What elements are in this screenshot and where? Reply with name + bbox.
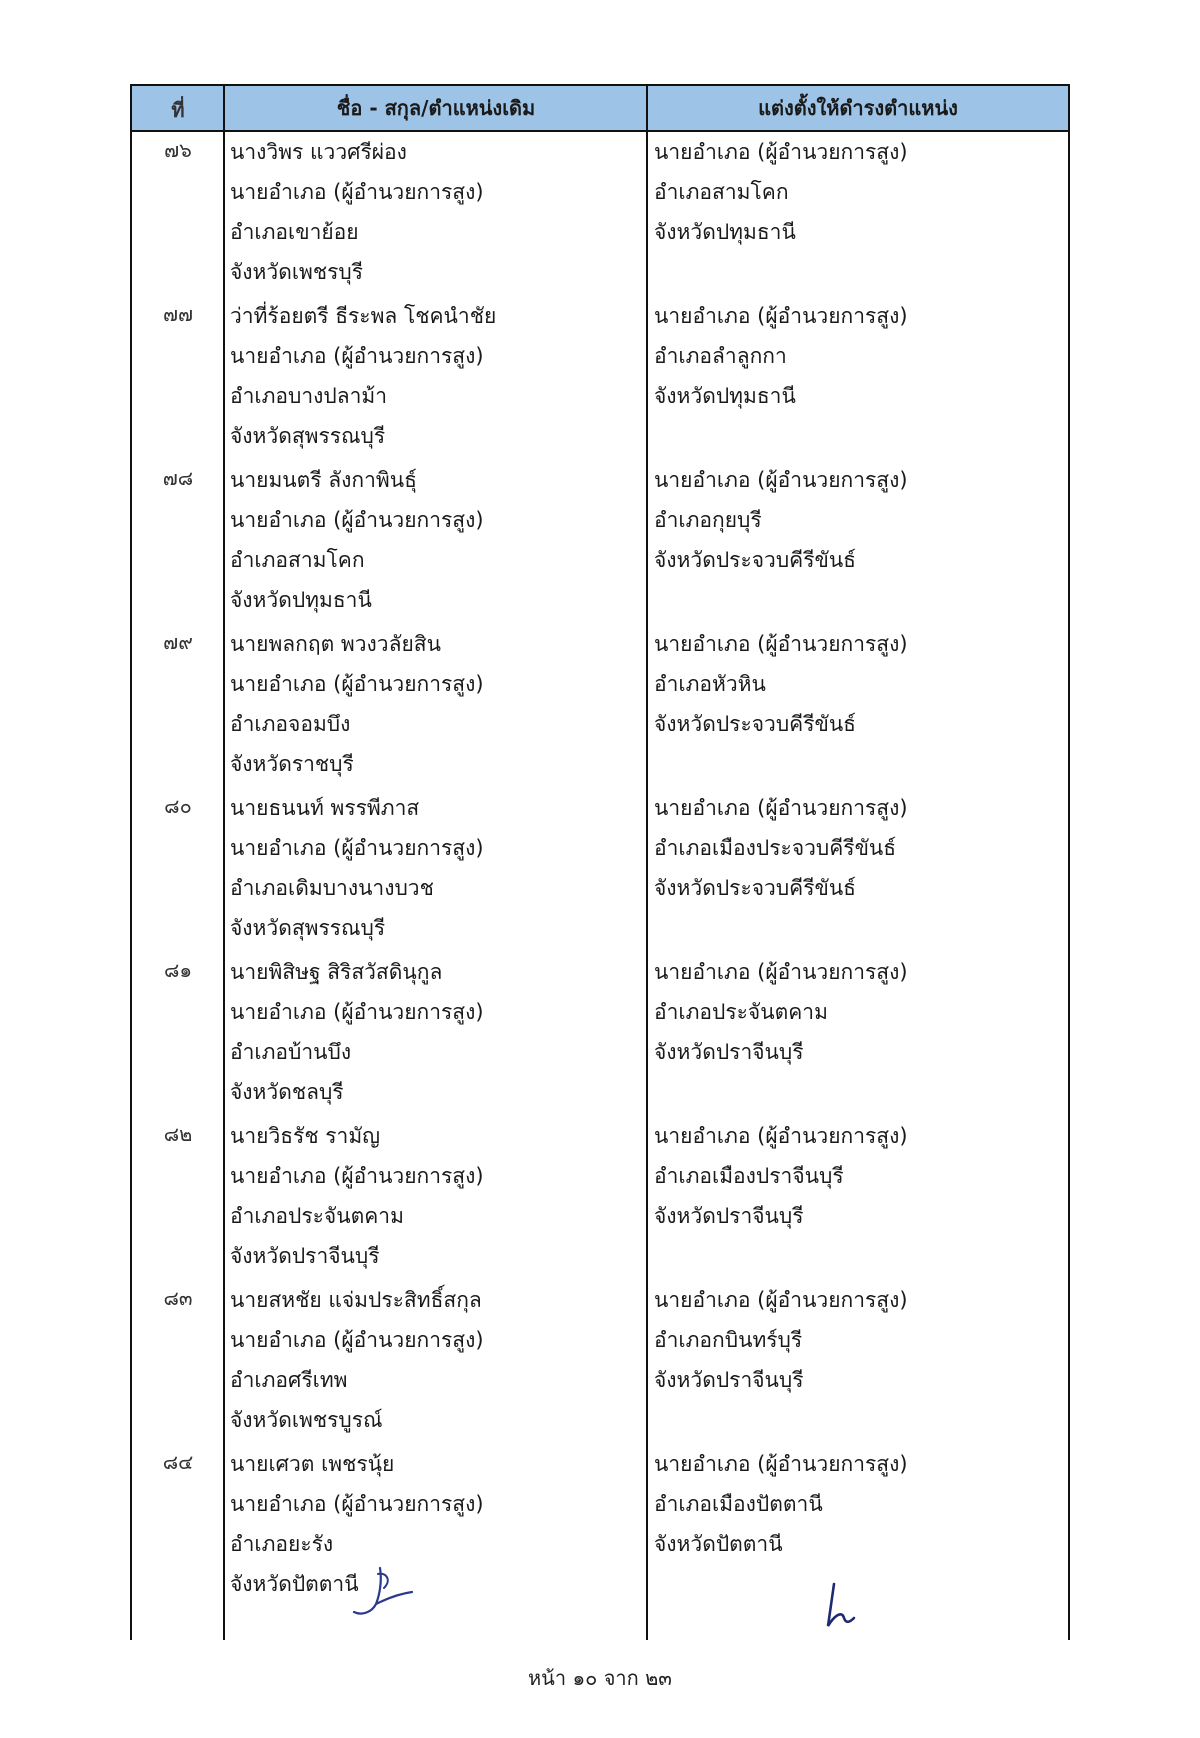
- header-new-position: แต่งตั้งให้ดำรงตำแหน่ง: [758, 96, 958, 120]
- current-position-line: นายมนตรี ลังกาพินธุ์: [230, 468, 417, 492]
- current-position-line: นายพิสิษฐ สิริสวัสดินุกูล: [230, 960, 443, 984]
- current-position-line: อำเภอบางปลาม้า: [230, 384, 388, 408]
- appointed-position-line: นายอำเภอ (ผู้อำนวยการสูง): [654, 1452, 908, 1476]
- appointed-position-cell: [654, 952, 1064, 1072]
- appointed-position-line: จังหวัดประจวบคีรีขันธ์: [654, 548, 857, 572]
- current-position-cell: [230, 296, 642, 456]
- appointed-position-line: จังหวัดปัตตานี: [654, 1532, 783, 1556]
- current-position-line: นายอำเภอ (ผู้อำนวยการสูง): [230, 344, 484, 368]
- appointed-position-line: อำเภอเมืองปัตตานี: [654, 1492, 823, 1516]
- appointed-position-line: อำเภอลำลูกกา: [654, 344, 787, 368]
- signature-mark-right: [820, 1580, 860, 1630]
- current-position-line: นายอำเภอ (ผู้อำนวยการสูง): [230, 508, 484, 532]
- table-row: [132, 132, 1068, 296]
- current-position-cell: [230, 952, 642, 1112]
- current-position-line: นางวิพร แววศรีผ่อง: [230, 140, 407, 164]
- appointed-position-line: นายอำเภอ (ผู้อำนวยการสูง): [654, 304, 908, 328]
- appointed-position-line: จังหวัดปทุมธานี: [654, 384, 796, 408]
- appointed-position-line: อำเภอหัวหิน: [654, 672, 766, 696]
- appointed-position-cell: [654, 132, 1064, 252]
- appointed-position-line: นายอำเภอ (ผู้อำนวยการสูง): [654, 1124, 908, 1148]
- current-position-line: อำเภอยะรัง: [230, 1532, 334, 1556]
- current-position-line: จังหวัดปทุมธานี: [230, 588, 372, 612]
- current-position-cell: [230, 132, 642, 292]
- current-position-line: นายพลกฤต พวงวลัยสิน: [230, 632, 441, 656]
- current-position-line: นายอำเภอ (ผู้อำนวยการสูง): [230, 1000, 484, 1024]
- appointed-position-line: นายอำเภอ (ผู้อำนวยการสูง): [654, 960, 908, 984]
- current-position-line: นายอำเภอ (ผู้อำนวยการสูง): [230, 672, 484, 696]
- table-row: [132, 460, 1068, 624]
- table-row: [132, 296, 1068, 460]
- table-row: [132, 952, 1068, 1116]
- row-number: ๘๔: [162, 1450, 194, 1474]
- appointed-position-line: นายอำเภอ (ผู้อำนวยการสูง): [654, 796, 908, 820]
- current-position-line: จังหวัดปัตตานี: [230, 1572, 359, 1596]
- current-position-line: อำเภอเดิมบางนางบวช: [230, 876, 434, 900]
- signature-mark-left: [350, 1560, 420, 1620]
- current-position-line: นายอำเภอ (ผู้อำนวยการสูง): [230, 1328, 484, 1352]
- table-row: [132, 1280, 1068, 1444]
- current-position-line: จังหวัดราชบุรี: [230, 752, 354, 776]
- current-position-line: จังหวัดสุพรรณบุรี: [230, 916, 386, 940]
- current-position-line: ว่าที่ร้อยตรี ธีระพล โชคนำชัย: [230, 304, 497, 328]
- row-number: ๘๐: [164, 794, 192, 818]
- current-position-line: จังหวัดชลบุรี: [230, 1080, 344, 1104]
- table-row: [132, 1444, 1068, 1608]
- row-number: ๘๓: [163, 1286, 193, 1310]
- current-position-cell: [230, 788, 642, 948]
- appointed-position-cell: [654, 1444, 1064, 1564]
- current-position-line: จังหวัดเพชรบูรณ์: [230, 1408, 383, 1432]
- current-position-cell: [230, 624, 642, 784]
- header-name-position: ชื่อ - สกุล/ตำแหน่งเดิม: [336, 96, 536, 120]
- current-position-line: อำเภอบ้านบึง: [230, 1040, 352, 1064]
- appointed-position-line: อำเภอประจันตคาม: [654, 1000, 828, 1024]
- current-position-line: อำเภอสามโคก: [230, 548, 365, 572]
- row-number: ๗๘: [162, 466, 194, 490]
- current-position-line: นายสหชัย แจ่มประสิทธิ์สกุล: [230, 1288, 482, 1312]
- current-position-line: อำเภอศรีเทพ: [230, 1368, 348, 1392]
- table-row: [132, 788, 1068, 952]
- current-position-line: อำเภอจอมบึง: [230, 712, 351, 736]
- current-position-line: นายอำเภอ (ผู้อำนวยการสูง): [230, 180, 484, 204]
- table-row: [132, 1116, 1068, 1280]
- table-row: [132, 624, 1068, 788]
- appointed-position-line: นายอำเภอ (ผู้อำนวยการสูง): [654, 140, 908, 164]
- row-number: ๗๙: [163, 630, 193, 654]
- page-number: หน้า ๑๐ จาก ๒๓: [528, 1666, 672, 1690]
- appointed-position-cell: [654, 1116, 1064, 1236]
- appointed-position-line: นายอำเภอ (ผู้อำนวยการสูง): [654, 632, 908, 656]
- current-position-line: นายอำเภอ (ผู้อำนวยการสูง): [230, 1164, 484, 1188]
- appointed-position-line: อำเภอเมืองปราจีนบุรี: [654, 1164, 844, 1188]
- appointed-position-cell: [654, 788, 1064, 908]
- appointed-position-cell: [654, 460, 1064, 580]
- current-position-line: จังหวัดปราจีนบุรี: [230, 1244, 380, 1268]
- appointed-position-line: อำเภอเมืองประจวบคีรีขันธ์: [654, 836, 897, 860]
- current-position-line: อำเภอประจันตคาม: [230, 1204, 404, 1228]
- current-position-line: อำเภอเขาย้อย: [230, 220, 359, 244]
- appointed-position-cell: [654, 624, 1064, 744]
- appointed-position-line: จังหวัดปทุมธานี: [654, 220, 796, 244]
- current-position-line: จังหวัดเพชรบุรี: [230, 260, 363, 284]
- appointed-position-line: จังหวัดปราจีนบุรี: [654, 1368, 804, 1392]
- row-number: ๘๒: [163, 1122, 193, 1146]
- current-position-cell: [230, 460, 642, 620]
- appointed-position-line: อำเภอกบินทร์บุรี: [654, 1328, 803, 1352]
- row-number: ๘๑: [163, 958, 193, 982]
- current-position-line: นายธนนท์ พรรพีภาส: [230, 796, 420, 820]
- appointed-position-line: จังหวัดปราจีนบุรี: [654, 1040, 804, 1064]
- appointed-position-line: จังหวัดประจวบคีรีขันธ์: [654, 876, 857, 900]
- current-position-line: นายอำเภอ (ผู้อำนวยการสูง): [230, 1492, 484, 1516]
- header-number: ที่: [171, 98, 185, 122]
- appointment-table: [130, 84, 1070, 1640]
- current-position-line: นายอำเภอ (ผู้อำนวยการสูง): [230, 836, 484, 860]
- row-number: ๗๖: [164, 138, 192, 162]
- appointed-position-line: จังหวัดปราจีนบุรี: [654, 1204, 804, 1228]
- appointed-position-cell: [654, 1280, 1064, 1400]
- appointed-position-line: จังหวัดประจวบคีรีขันธ์: [654, 712, 857, 736]
- appointed-position-line: นายอำเภอ (ผู้อำนวยการสูง): [654, 1288, 908, 1312]
- appointed-position-line: นายอำเภอ (ผู้อำนวยการสูง): [654, 468, 908, 492]
- appointed-position-line: อำเภอกุยบุรี: [654, 508, 762, 532]
- current-position-cell: [230, 1116, 642, 1276]
- table-header: [132, 84, 1068, 132]
- current-position-cell: [230, 1280, 642, 1440]
- current-position-line: จังหวัดสุพรรณบุรี: [230, 424, 386, 448]
- current-position-line: นายวิธรัช รามัญ: [230, 1124, 381, 1148]
- row-number: ๗๗: [162, 302, 194, 326]
- current-position-cell: [230, 1444, 642, 1604]
- appointed-position-cell: [654, 296, 1064, 416]
- appointed-position-line: อำเภอสามโคก: [654, 180, 789, 204]
- current-position-line: นายเศวต เพชรนุ้ย: [230, 1452, 395, 1476]
